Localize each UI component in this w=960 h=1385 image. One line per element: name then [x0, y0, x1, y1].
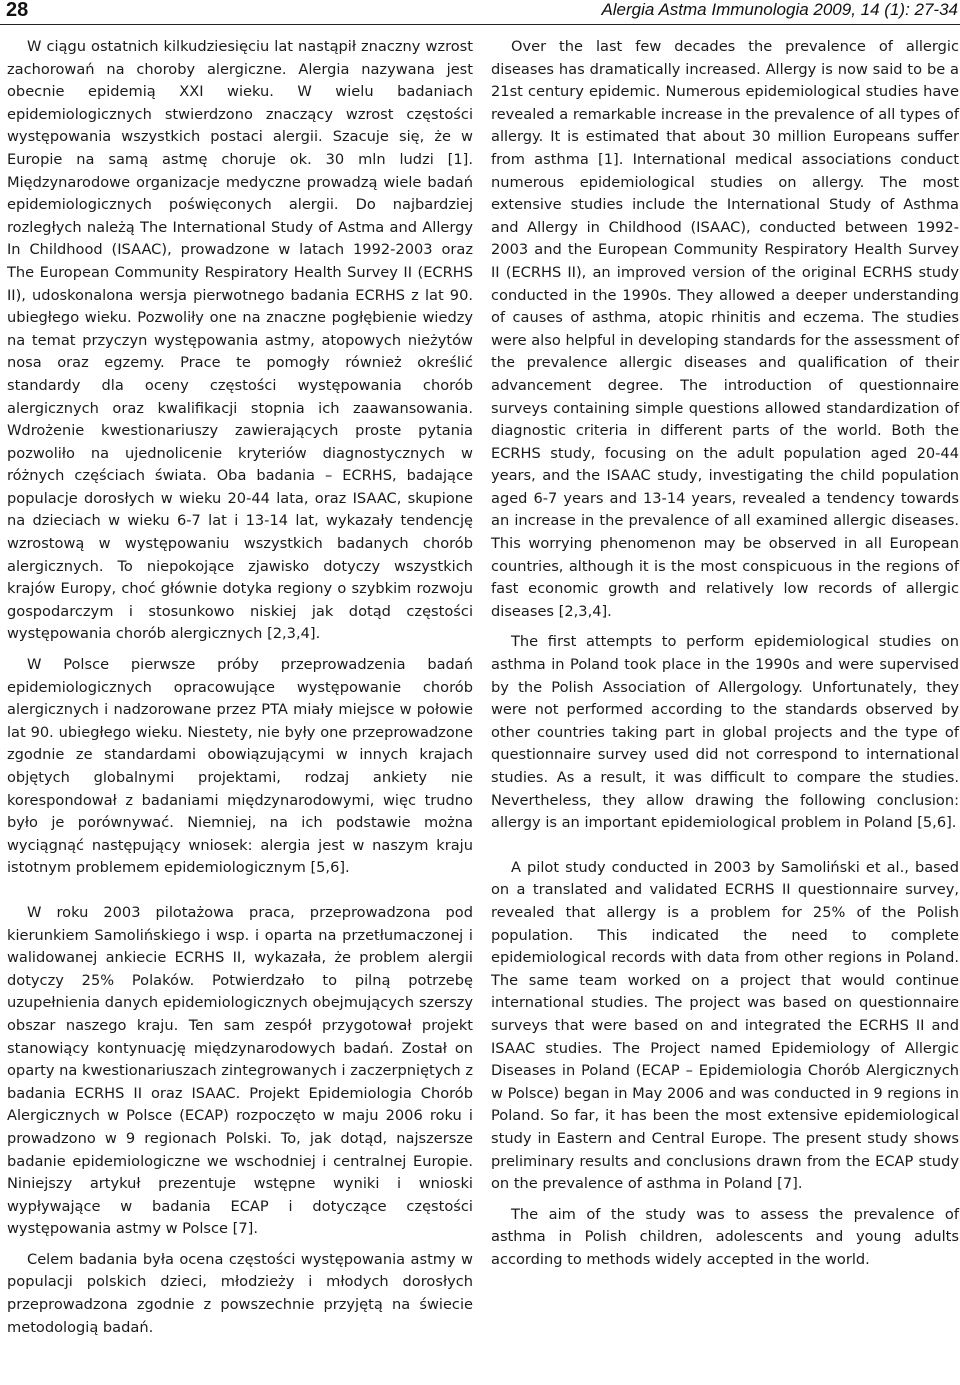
paragraph: The aim of the study was to assess the prevalence of asthma in Polish children, adolescents and young adults according to methods widely accepted in the world. [491, 1205, 959, 1268]
paragraph: W ciągu ostatnich kilkudziesięciu lat nastąpił znaczny wzrost zachorowań na choroby alergiczne. Alergia nazywana jest obecnie epidemią XXI wieku. W wielu badaniach epidemiologicznych stwierdzono znaczący wzrost częstości występowania wszystkich postaci alergii. Szacuje się, że w Europie na samą astmę choruje ok. 30 mln ludzi [1]. Międzynarodowe organizacje medyczne prowadzą wiele badań epidemiologicznych poświęconych alergii. Do najbardziej rozległych należą The International Study of Astma and Allergy In Childhood (ISAAC), prowadzone w latach 1992-2003 oraz The European Community Respiratory Health Survey II (ECRHS II), udoskonalona wersja pierwotnego badania ECRHS z lat 90. ubiegłego wieku. Pozwoliły one na znaczne pogłębienie wiedzy na temat przyczyn występowania astmy, atopowych nieżytów nosa oraz egzemy. Prace te pomogły również określić standardy dla oceny częstości występowania chorób alergicznych oraz kwalifikacji stopnia ich zaawansowania. Wdrożenie kwestionariuszy zawierających proste pytania pozwoliło na ujednolicenie kryteriów diagnostycznych w różnych częściach świata. Oba badania – ECRHS, badające populacje dorosłych w wieku 20-44 lata, oraz ISAAC, skupione na dzieciach w wieku 6-7 lat i 13-14 lat, wykazały tendencję wzrostową w występowaniu wszystkich badanych chorób alergicznych. To niepokojące zjawisko dotyczy wszystkich krajów Europy, choć głównie dotyka regiony o szybkim rozwoju gospodarczym i stosunkowo niskiej jak dotąd częstości występowania chorób alergicznych [2,3,4]. [7, 38, 473, 643]
running-header [0, 0, 960, 28]
polish-text-column [7, 36, 473, 1339]
paragraph: W Polsce pierwsze próby przeprowadzenia badań epidemiologicznych opracowujące występowanie chorób alergicznych i nadzorowane przez PTA miały miejsce w połowie lat 90. ubiegłego wieku. Niestety, nie były one przeprowadzone zgodnie ze standardami obowiązującymi w innych krajach objętych globalnymi projektami, rodzaj ankiety nie korespondował z badaniami międzynarodowymi, więc trudno było je porównywać. Niemniej, na ich podstawie można wyciągnąć następujący wniosek: alergia jest w naszym kraju istotnym problemem epidemiologicznym [5,6]. [7, 656, 473, 877]
paragraph: A pilot study conducted in 2003 by Samoliński et al., based on a translated and validated ECRHS II questionnaire survey, revealed that allergy is a problem for 25% of the Polish population. This indicated the need to complete epidemiological records with data from other regions in Poland. The same team worked on a project that would continue international studies. The project was based on questionnaire surveys that were based on and integrated the ECRHS II and ISAAC studies. The Project named Epidemiology of Allergic Diseases in Poland (ECAP – Epidemiologia Chorób Alergicznych w Polsce) began in May 2006 and was conducted in 9 regions in Poland. So far, it has been the most extensive epidemiological study in Eastern and Central Europe. The present study shows preliminary results and conclusions drawn from the ECAP study on the prevalence of asthma in Poland [7]. [491, 858, 959, 1193]
header-rule [0, 24, 960, 25]
english-text-column [491, 36, 959, 1271]
page-number: 28 [6, 0, 29, 21]
paragraph: Celem badania była ocena częstości występowania astmy w populacji polskich dzieci, młodzieży i młodych dorosłych przeprowadzona zgodnie z powszechnie przyjętą na świecie metodologią badań. [7, 1250, 473, 1336]
paragraph: Over the last few decades the prevalence of allergic diseases has dramatically increased. Allergy is now said to be a 21st century epidemic. Numerous epidemiological studies have revealed a remarkable increase in the prevalence of all types of allergy. It is estimated that about 30 million Europeans suffer from asthma [1]. International medical associations conduct numerous epidemiological studies on allergy. The most extensive studies include the International Study of Asthma and Allergy in Childhood (ISAAC), conducted between 1992-2003 and the European Community Respiratory Health Survey II (ECRHS II), an improved version of the original ECRHS study conducted in the 1990s. They allowed a deeper understanding of causes of asthma, atopic rhinitis and eczema. The studies were also helpful in developing standards for the assessment of the prevalence allergic diseases and qualification of their advancement degree. The introduction of questionnaire surveys containing simple questions allowed standardization of diagnostic criteria in different parts of the world. Both the ECRHS study, focusing on the adult population aged 20-44 years, and the ISAAC study, investigating the child population aged 6-7 years and 13-14 years, revealed a tendency towards an increase in the prevalence of all examined allergic diseases. This worrying phenomenon may be observed in all European countries, although it is the most conspicuous in the regions of fast economic growth and relatively low records of allergic diseases [2,3,4]. [491, 38, 959, 620]
paragraph: The first attempts to perform epidemiological studies on asthma in Poland took place in the 1990s and were supervised by the Polish Association of Allergology. Unfortunately, they were not performed according to the standards observed by other countries taking part in global projects and the type of questionnaire survey used did not correspond to international studies. As a result, it was difficult to compare the studies. Nevertheless, they allow drawing the following conclusion: allergy is an important epidemiological problem in Poland [5,6]. [491, 633, 959, 832]
journal-citation: Alergia Astma Immunologia 2009, 14 (1): 27-34 [601, 0, 958, 19]
paragraph: W roku 2003 pilotażowa praca, przeprowadzona pod kierunkiem Samolińskiego i wsp. i oparta na przetłumaczonej i walidowanej ankiecie ECRHS II, wykazała, że problem alergii dotyczy 25% Polaków. Potwierdzało to pilną potrzebę uzupełnienia danych epidemiologicznych obejmujących szerszy obszar naszego kraju. Ten sam zespół przygotował projekt stanowiący kontynuację międzynarodowych badań. Został on oparty na kwestionariuszach zintegrowanych i zaczerpniętych z badania ECRHS II oraz ISAAC. Projekt Epidemiologia Chorób Alergicznych w Polsce (ECAP) rozpoczęto w maju 2006 roku i prowadzono w 9 regionach Polski. To, jak dotąd, najszersze badanie epidemiologiczne we wschodniej i centralnej Europie. Niniejszy artykuł prezentuje wstępne wyniki i wnioski wypływające w badania ECAP i dotyczące częstości występowania astmy w Polsce [7]. [7, 903, 473, 1238]
